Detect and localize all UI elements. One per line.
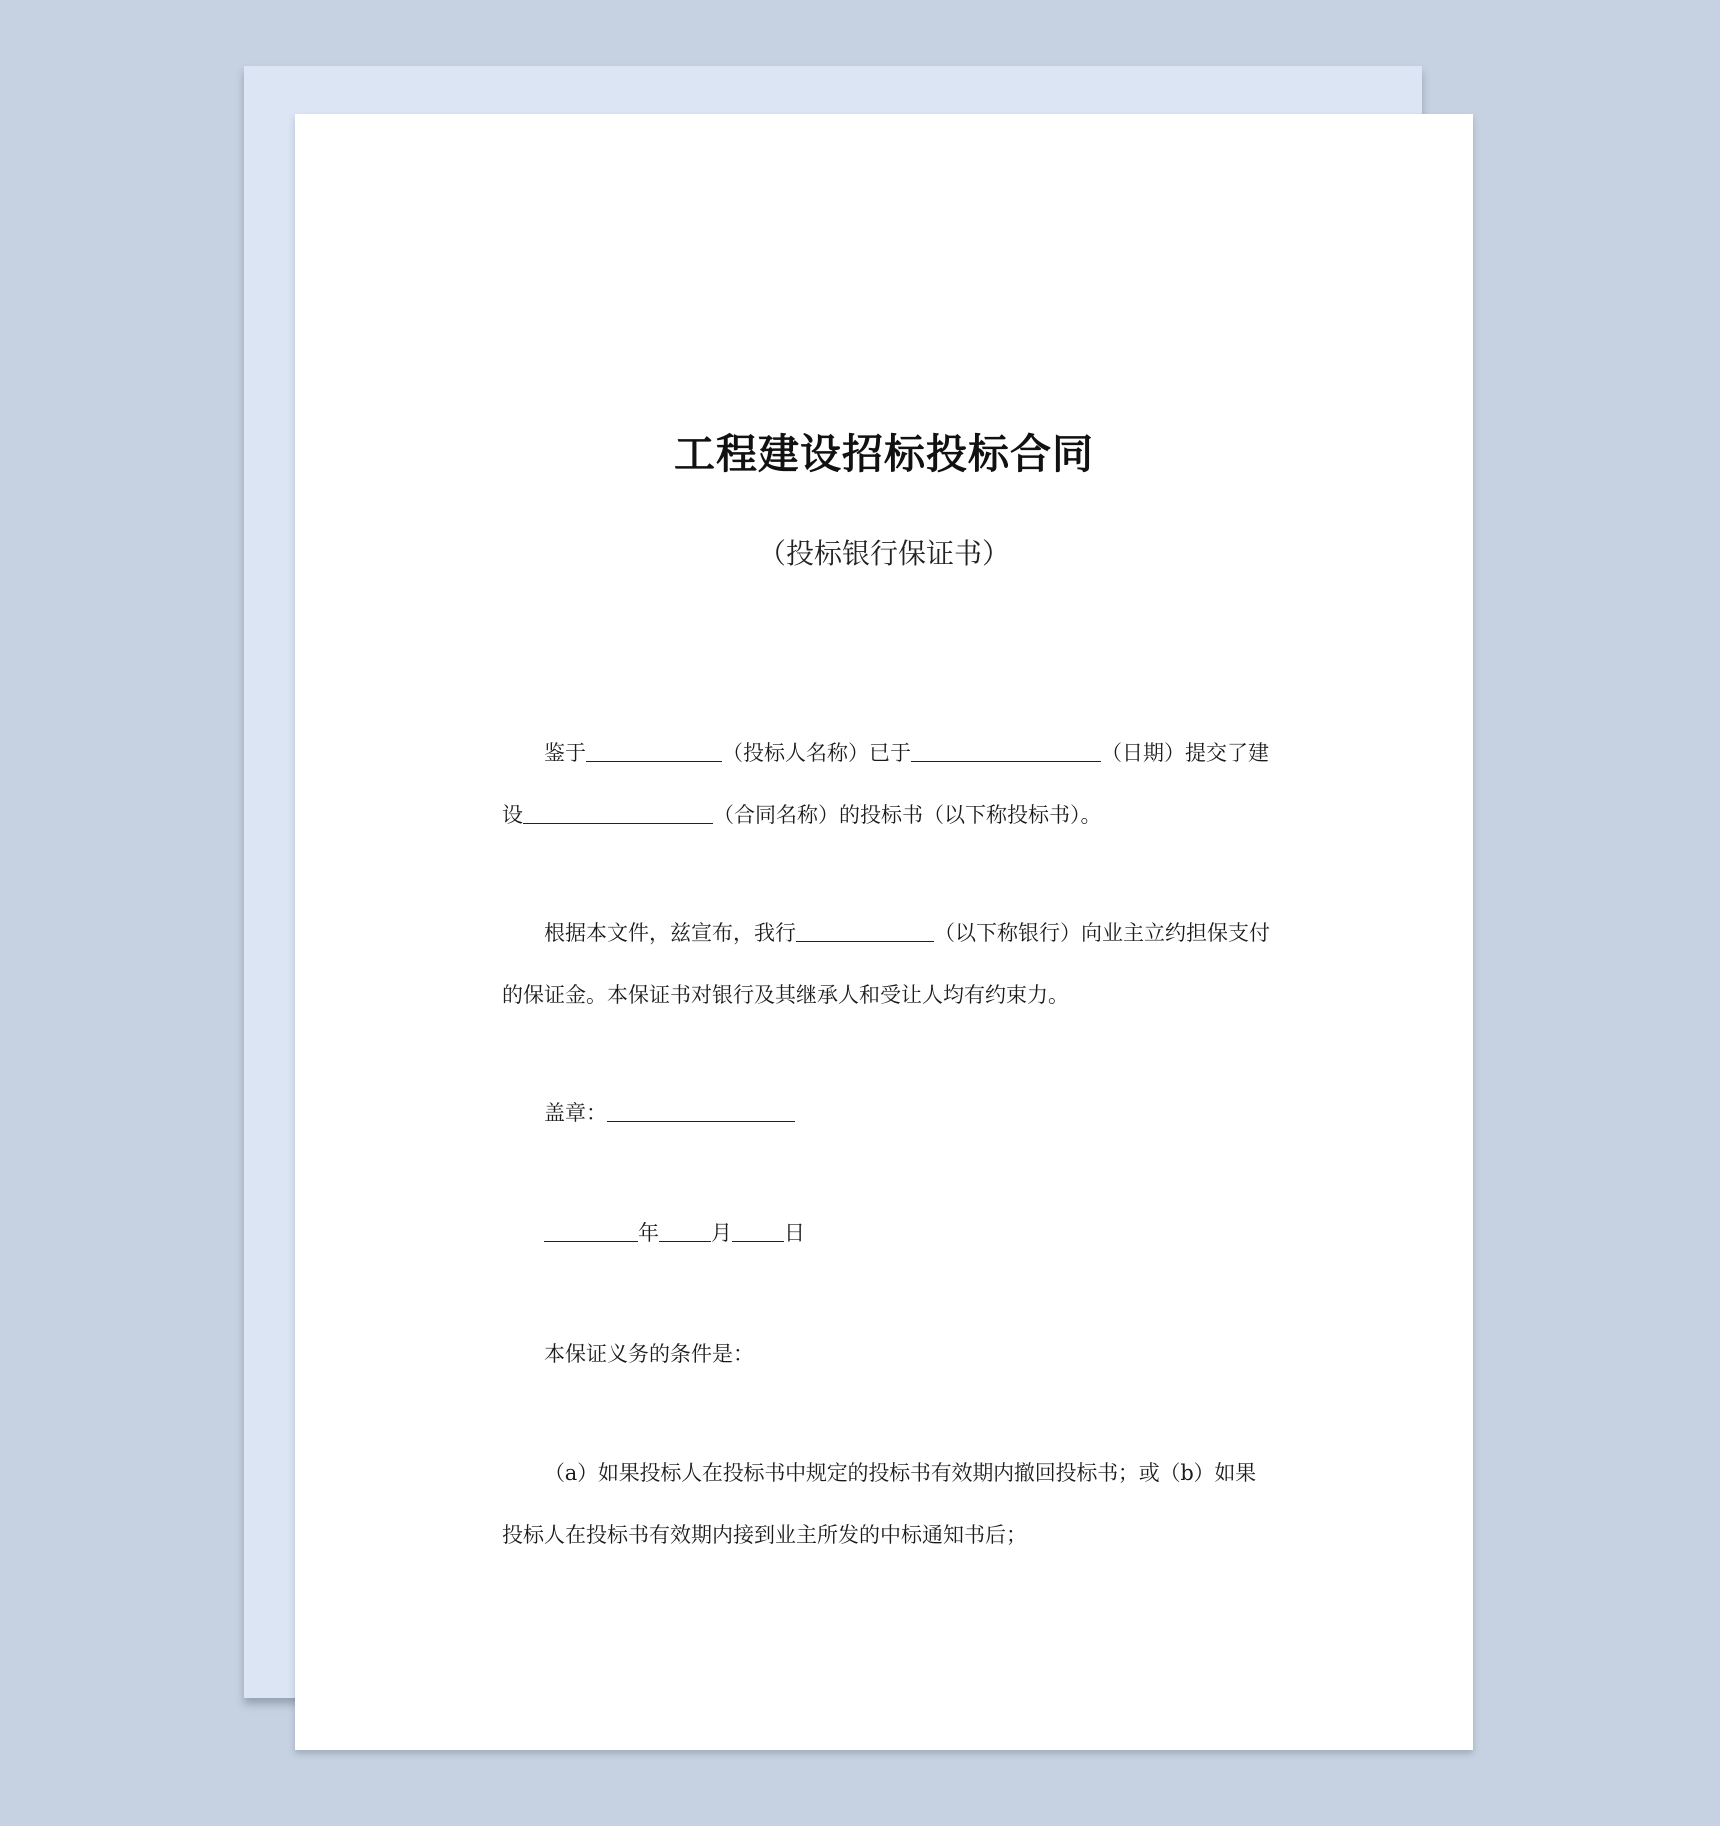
text-segment: （投标人名称）已于 xyxy=(722,741,911,765)
paragraph-1-line-2 xyxy=(502,800,1262,830)
condition-a-line-1: （a）如果投标人在投标书中规定的投标书有效期内撤回投标书；或（b）如果 xyxy=(544,1461,1256,1485)
paragraph-2-line-2: 的保证金。本保证书对银行及其继承人和受让人均有约束力。 xyxy=(502,983,1069,1007)
date-line xyxy=(544,1218,1262,1248)
submit-date-blank[interactable] xyxy=(911,739,1101,762)
text-segment: 根据本文件，兹宣布，我行 xyxy=(544,921,796,945)
contract-name-blank[interactable] xyxy=(523,801,713,824)
text-segment: （合同名称）的投标书（以下称投标书）。 xyxy=(713,803,1102,827)
paragraph-1-line-1 xyxy=(544,738,1269,768)
year-blank[interactable] xyxy=(544,1219,638,1242)
seal-blank[interactable] xyxy=(607,1099,795,1122)
month-blank[interactable] xyxy=(659,1219,711,1242)
text-segment: （以下称银行）向业主立约担保支付 xyxy=(934,921,1270,945)
day-label: 日 xyxy=(784,1221,805,1245)
seal-line xyxy=(544,1098,1262,1128)
day-blank[interactable] xyxy=(732,1219,784,1242)
bidder-name-blank[interactable] xyxy=(586,739,722,762)
condition-a-line-2: 投标人在投标书有效期内接到业主所发的中标通知书后； xyxy=(502,1523,1027,1547)
seal-label: 盖章： xyxy=(544,1101,607,1125)
text-segment: 鉴于 xyxy=(544,741,586,765)
paragraph-2-line-1 xyxy=(544,918,1270,948)
year-label: 年 xyxy=(638,1221,659,1245)
month-label: 月 xyxy=(711,1221,732,1245)
text-segment: 设 xyxy=(502,803,523,827)
text-segment: （日期）提交了建 xyxy=(1101,741,1269,765)
bank-name-blank[interactable] xyxy=(796,919,934,942)
document-title: 工程建设招标投标合同 xyxy=(674,430,1094,478)
conditions-heading: 本保证义务的条件是： xyxy=(544,1342,754,1366)
document-subtitle: （投标银行保证书） xyxy=(757,537,1010,570)
